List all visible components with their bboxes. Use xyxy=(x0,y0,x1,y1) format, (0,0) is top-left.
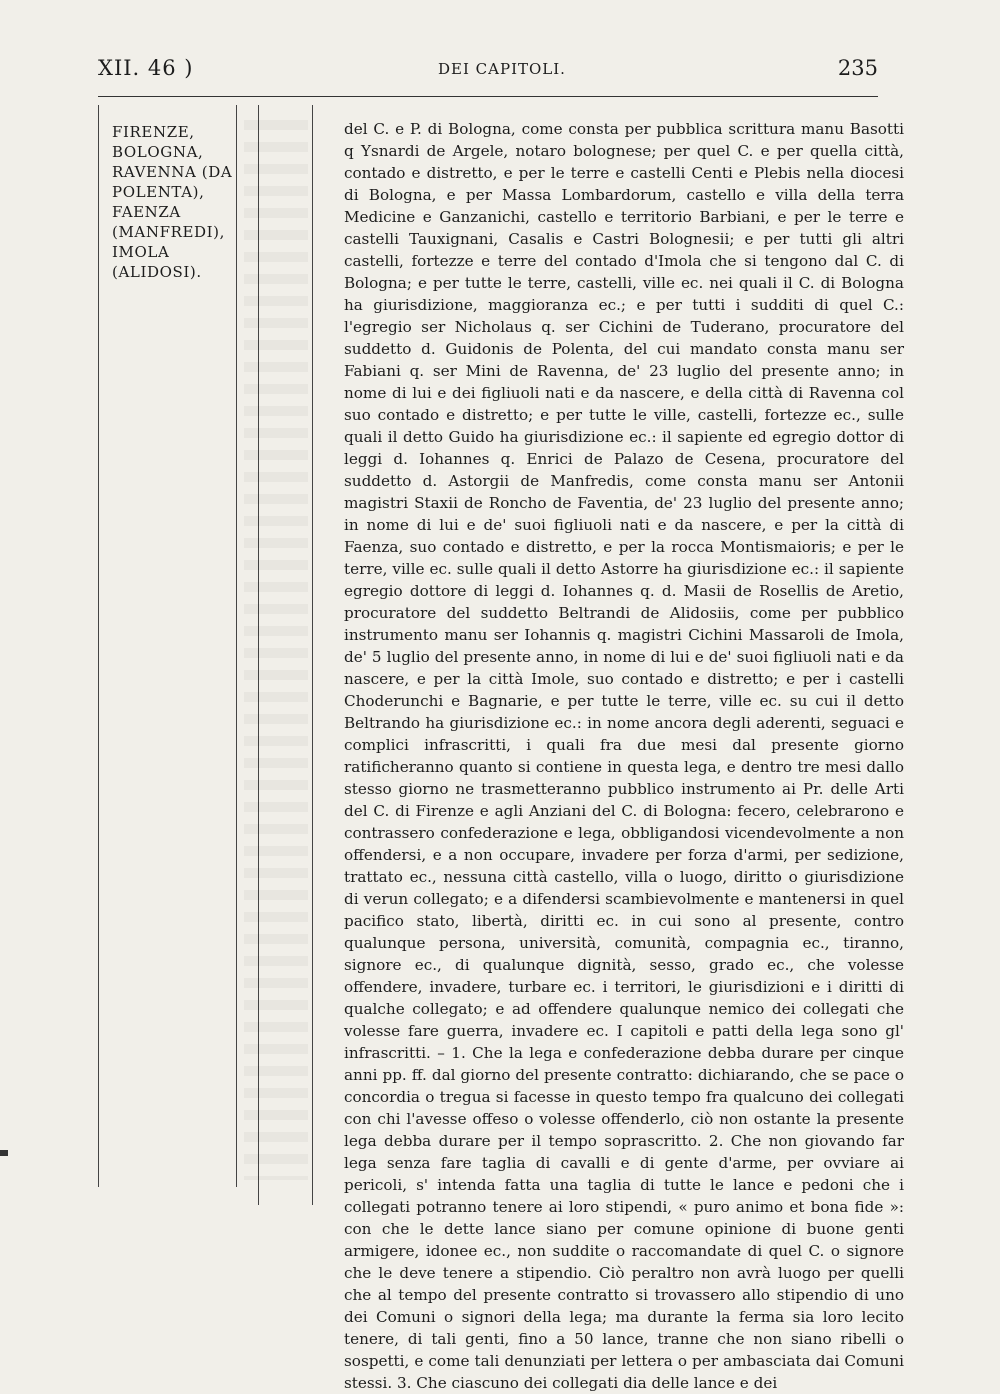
binding-mark xyxy=(0,1150,8,1156)
main-text xyxy=(344,118,904,1394)
page-header xyxy=(98,56,878,86)
bleed-through-text xyxy=(244,120,308,1180)
margin-border-inner xyxy=(236,105,237,1187)
section-reference: XII. 46 ) xyxy=(98,56,194,80)
margin-border-left xyxy=(98,105,99,1187)
running-title: DEI CAPITOLI. xyxy=(438,60,566,78)
column-rule-2 xyxy=(312,105,313,1205)
header-rule xyxy=(98,96,878,97)
page-number: 235 xyxy=(837,56,878,80)
margin-note: FIRENZE, BOLOGNA, RAVENNA (DA POLENTA), FAENZA (MANFREDI), IMOLA (ALIDOSI). xyxy=(112,123,233,281)
body-paragraph: del C. e P. di Bologna, come consta per pubblica scrittura manu Basotti q Ysnardi de Argele, notaro bolognese; per quel C. e per quella città, contado e distretto, e per le terre e castelli Centi e Plebis nella diocesi di Bologna, e per Massa Lombardorum, castello e villa della terra Medicine e Ganzanichi, castello e territorio Barbiani, e per le terre e castelli Tauxignani, Casalis e Castri Bolognesii; e per tutti gli altri castelli, fortezze e terre del contado d'Imola che si tengono dal C. di Bologna; e per tutte le terre, castelli, ville ec. nei quali il C. di Bologna ha giurisdizione, maggioranza ec.; e per tutti i sudditi di quel C.: l'egregio ser Nicholaus q. ser Cichini de Tuderano, procuratore del suddetto d. Guidonis de Polenta, del cui mandato consta manu ser Fabiani q. ser Mini de Ravenna, de' 23 luglio del presente anno; in nome di lui e dei figliuoli nati e da nascere, e della città di Ravenna col suo contado e distretto; e per tutte le ville, castelli, fortezze ec., sulle quali il detto Guido ha giurisdizione ec.: il sapiente ed egregio dottor di leggi d. Iohannes q. Enrici de Palazo de Cesena, procuratore del suddetto d. Astorgii de Manfredis, come consta manu ser Antonii magistri Staxii de Roncho de Faventia, de' 23 luglio del presente anno; in nome di lui e de' suoi figliuoli nati e da nascere, e per la città di Faenza, suo contado e distretto, e per la rocca Montismaioris; e per le terre, ville ec. sulle quali il detto Astorre ha giurisdizione ec.: il sapiente egregio dottore di leggi d. Iohannes q. d. Masii de Rosellis de Aretio, procuratore del suddetto Beltrandi de Alidosiis, come per pubblico instrumento manu ser Iohannis q. magistri Cichini Massaroli de Imola, de' 5 luglio del presente anno, in nome di lui e de' suoi figliuoli nati e da nascere, e per la città Imole, suo contado e distretto; e per i castelli Choderunchi e Bagnarie, e per tutte le terre, ville ec. su cui il detto Beltrando ha giurisdizione ec.: in nome ancora degli aderenti, seguaci e complici infrascritti, i quali fra due mesi dal presente giorno ratificheranno quanto si contiene in questa lega, e dentro tre mesi dallo stesso giorno ne trasmetteranno pubblico instrumento ai Pr. delle Arti del C. di Firenze e agli Anziani del C. di Bologna: fecero, celebrarono e contrassero confederazione e lega, obbligandosi vicendevolmente a non offendersi, e a non occupare, invadere per forza d'armi, per sedizione, trattato ec., nessuna città castello, villa o luogo, diritto o giurisdizione di verun collegato; e a difendersi scambievolmente e mantenersi in quel pacifico stato, libertà, diritti ec. in cui sono al presente, contro qualunque persona, università, comunità, compagnia ec., tiranno, signore ec., di qualunque dignità, sesso, grado ec., che volesse offendere, invadere, turbare ec. i territori, le giurisdizioni e i diritti di qualche collegato; e ad offendere qualunque nemico dei collegati che volesse fare guerra, invadere ec. I capitoli e patti della lega sono gl' infrascritti. – 1. Che la lega e confederazione debba durare per cinque anni pp. ff. dal giorno del presente contratto: dichiarando, che se pace o concordia o tregua si facesse in questo tempo fra qualcuno dei collegati con chi l'avesse offeso o volesse offenderlo, ciò non ostante la presente lega debba durare per il tempo soprascritto. 2. Che non giovando far lega senza fare taglia di cavalli e di gente d'arme, per ovviare ai pericoli, s' intenda fatta una taglia di tutte le lance e pedoni che i collegati potranno tenere ai loro stipendi, « puro animo et bona fide »: con che le dette lance siano per comune opinione di buone genti armigere, idonee ec., non suddite o raccomandate di quel C. o signore che le deve tenere a stipendio. Ciò peraltro non avrà luogo per quelli che al tempo del presente contratto si trovassero allo stipendio di uno dei Comuni o signori della lega; ma durante la ferma sia loro lecito tenere, di tali genti, fino a 50 lance, tranne che non siano ribelli o sospetti, e come tali denunziati per lettera o per ambasciata dai Comuni stessi. 3. Che ciascuno dei collegati dia delle lance e dei xyxy=(344,120,904,1392)
